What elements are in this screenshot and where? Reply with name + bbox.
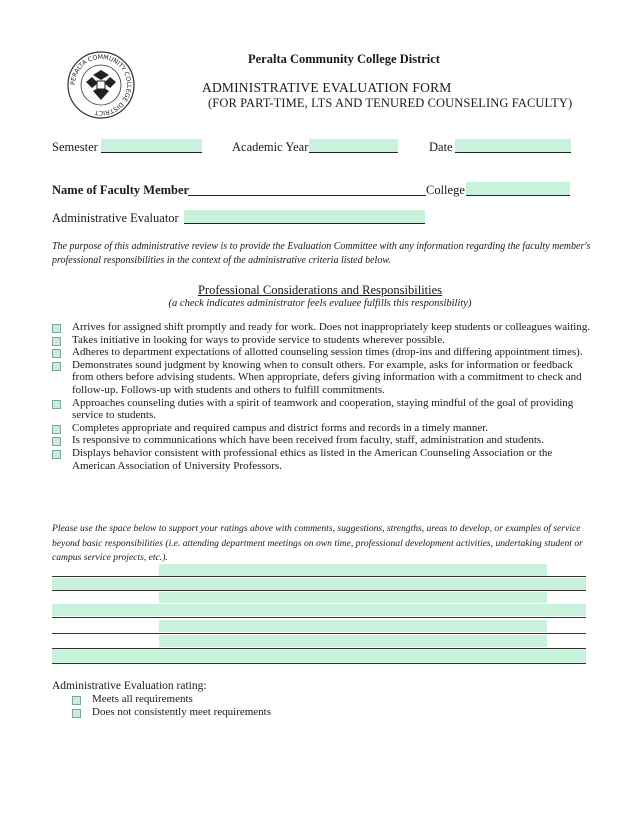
college-field[interactable] — [466, 182, 570, 196]
college-label: College — [426, 183, 465, 197]
svg-text:PERALTA COMMUNITY COLLEGE DIST: PERALTA COMMUNITY COLLEGE DISTRICT — [69, 53, 133, 117]
form-subtitle: (FOR PART-TIME, LTS AND TENURED COUNSELING FACULTY) — [208, 96, 573, 110]
comment-line — [52, 576, 586, 577]
comment-fill — [159, 635, 547, 647]
comment-line — [52, 617, 586, 618]
comment-line — [52, 590, 586, 591]
rating-option-does-not-meet: Does not consistently meet requirements — [72, 706, 271, 719]
checkbox[interactable] — [52, 324, 61, 333]
evaluator-field[interactable] — [184, 210, 425, 224]
faculty-name-label: Name of Faculty Member — [52, 183, 190, 197]
criteria-item: Takes initiative in looking for ways to provide service to students wherever possible. — [52, 334, 592, 347]
section-title: Professional Considerations and Responsibilities — [197, 283, 443, 297]
comment-line — [52, 633, 586, 634]
faculty-name-field[interactable] — [188, 182, 426, 196]
criteria-item: Is responsive to communications which have been received from faculty, staff, administration and students. — [52, 434, 592, 447]
rating-option-meets: Meets all requirements — [72, 693, 271, 706]
criteria-item: Adheres to department expectations of allotted counseling session times (drop-ins and differing appointment times). — [52, 346, 592, 359]
checkbox[interactable] — [52, 450, 61, 459]
checkbox[interactable] — [72, 696, 81, 705]
support-instructions: Please use the space below to support your ratings above with comments, suggestions, strengths, areas to develop, or examples of service beyond basic responsibilities (i.e. attending department meetings on own time, professional development activities, undertaking student or campus service projects, etc.). — [52, 523, 583, 564]
semester-field[interactable] — [101, 139, 202, 153]
comment-fill — [159, 564, 547, 576]
criteria-item: Displays behavior consistent with professional ethics as listed in the American Counseling Association or the American Association of University Professors. — [52, 447, 592, 472]
criteria-list — [52, 321, 592, 472]
criteria-item: Approaches counseling duties with a spirit of teamwork and cooperation, staying mindful of the goal of providing service to students. — [52, 397, 592, 422]
checkbox[interactable] — [52, 349, 61, 358]
comment-fill — [159, 592, 547, 603]
district-name: Peralta Community College District — [248, 52, 440, 66]
semester-label: Semester — [52, 140, 98, 154]
comment-fill — [52, 648, 586, 664]
academic-year-label: Academic Year — [232, 140, 309, 154]
district-seal — [66, 50, 136, 120]
evaluator-label: Administrative Evaluator — [52, 211, 179, 225]
comment-fill — [52, 578, 586, 590]
date-field[interactable] — [455, 139, 571, 153]
comment-fill — [52, 604, 586, 616]
checkbox[interactable] — [72, 709, 81, 718]
criteria-item: Demonstrates sound judgment by knowing when to consult others. For example, asks for information or feedback from others before advising students. When appropriate, defers giving information with a commitment to check and follow-up. Follows-up with students and others to fulfill commitments. — [52, 359, 592, 397]
checkbox[interactable] — [52, 362, 61, 371]
rating-title: Administrative Evaluation rating: — [52, 680, 207, 692]
date-label: Date — [429, 140, 453, 154]
rating-options — [72, 693, 271, 719]
checkbox[interactable] — [52, 337, 61, 346]
criteria-item: Arrives for assigned shift promptly and ready for work. Does not inappropriately keep students or colleagues waiting. — [52, 321, 592, 334]
comment-fill — [159, 620, 547, 632]
criteria-item: Completes appropriate and required campus and district forms and records in a timely manner. — [52, 422, 592, 435]
checkbox[interactable] — [52, 400, 61, 409]
section-subtitle: (a check indicates administrator feels evaluee fulfills this responsibility) — [168, 298, 472, 309]
academic-year-field[interactable] — [309, 139, 398, 153]
checkbox[interactable] — [52, 425, 61, 434]
purpose-text: The purpose of this administrative review is to provide the Evaluation Committee with any information regarding the faculty member's professional responsibilities in the context of the administrative criteria listed below. — [52, 241, 591, 266]
checkbox[interactable] — [52, 437, 61, 446]
form-title: ADMINISTRATIVE EVALUATION FORM — [202, 80, 452, 95]
